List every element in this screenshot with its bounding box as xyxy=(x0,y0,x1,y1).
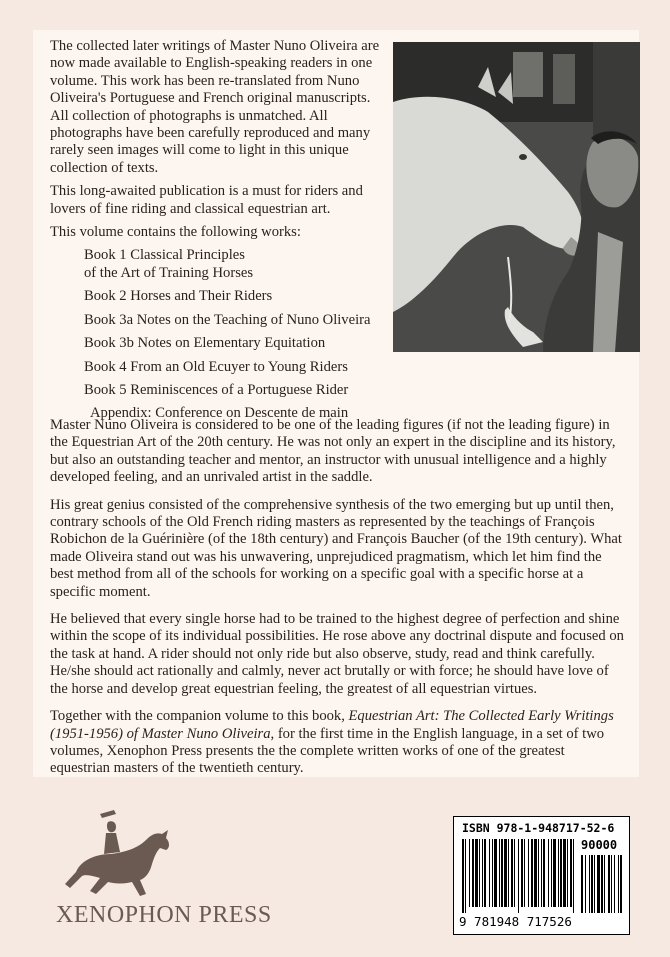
barcode-bar xyxy=(553,839,556,907)
barcode-bar xyxy=(511,839,513,907)
barcode-bar xyxy=(501,839,503,907)
barcode-bar xyxy=(521,839,523,907)
price-barcode-bar xyxy=(597,855,600,913)
barcode-bar xyxy=(482,839,483,907)
barcode-bar xyxy=(534,839,537,907)
price-barcode-bar xyxy=(591,855,593,913)
price-barcode-bar xyxy=(608,855,610,913)
barcode-bar xyxy=(573,839,574,913)
list-item: Book 2 Horses and Their Riders xyxy=(84,288,273,305)
barcode-bar xyxy=(531,839,533,907)
price-barcode-bar xyxy=(589,855,590,913)
barcode-bar xyxy=(469,839,470,907)
barcode-bar xyxy=(494,839,497,907)
intro-section xyxy=(50,38,385,429)
barcode-bar xyxy=(489,839,490,907)
intro-paragraph-1: The collected later writings of Master Nuno Oliveira are now made available to English-speaking readers in one volume. This work has been re-translated from Nuno Oliveira's Portuguese and French original manuscripts. All collection of photographs is unmatched. All photographs have been carefully reproduced and many rarely seen images will come to light in this unique collection of texts. xyxy=(50,38,380,176)
price-barcode-bar xyxy=(618,855,619,913)
intro-paragraph-2: This long-awaited publication is a must for riders and lovers of fine riding and classical equestrian art. xyxy=(50,183,363,217)
author-photo xyxy=(393,42,640,352)
barcode-bar xyxy=(567,839,568,907)
price-barcode-bar xyxy=(585,855,586,913)
list-item: Book 4 From an Old Ecuyer to Young Riders xyxy=(84,358,348,375)
publisher-logo xyxy=(56,802,276,932)
barcode-bar xyxy=(558,839,559,907)
body-paragraph-4-end: , for the first time in the English language, in a set of two volumes, Xenophon Press presents the the complete written works of one of the greatest equestrian masters of the twentieth century. xyxy=(50,725,605,777)
list-item: Book 3a Notes on the Teaching of Nuno Oliveira xyxy=(84,311,371,328)
barcode-bar xyxy=(475,839,478,907)
list-item: Book 3b Notes on Elementary Equitation xyxy=(84,335,326,352)
price-code: 90000 xyxy=(581,838,618,852)
isbn-barcode xyxy=(453,816,630,935)
barcode-bar xyxy=(484,839,486,907)
barcode-bar xyxy=(570,839,572,907)
barcode-bar xyxy=(499,839,500,907)
body-section xyxy=(50,417,625,788)
barcode-bars xyxy=(462,839,577,913)
list-item xyxy=(84,247,385,282)
body-paragraph-4 xyxy=(50,708,625,778)
price-barcode-bar xyxy=(611,855,612,913)
horse-rider-icon xyxy=(56,802,186,902)
body-paragraph-1: Master Nuno Oliveira is considered to be one of the leading figures (if not the leading figure) in the Equestrian Art of the 20th century. He was not only an expert in the discipline and its history, but also an outstanding teacher and mentor, an instructor with unusual intelligence and a highly developed feeling, and an unrivaled artist in the saddle. xyxy=(50,417,616,486)
barcode-bar xyxy=(551,839,552,907)
price-barcode-bar xyxy=(604,855,605,913)
works-list xyxy=(50,247,385,422)
barcode-bar xyxy=(504,839,507,907)
barcode-bar xyxy=(518,839,519,913)
barcode-bar xyxy=(514,839,515,907)
barcode-bar xyxy=(528,839,529,907)
isbn-digits: 9 781948 717526 xyxy=(459,914,572,929)
barcode-bar xyxy=(472,839,474,907)
work-title: Book 1 Classical Principles xyxy=(84,247,245,264)
price-barcode-bar xyxy=(620,855,622,913)
price-barcode-bar xyxy=(601,855,603,913)
barcode-bar xyxy=(479,839,480,907)
barcode-bar xyxy=(462,839,464,913)
barcode-bar xyxy=(508,839,509,907)
price-barcode-bar xyxy=(581,855,583,913)
barcode-bar xyxy=(465,839,466,913)
price-barcode-bars xyxy=(581,855,623,913)
barcode-bar xyxy=(560,839,562,907)
body-paragraph-3: He believed that every single horse had to be trained to the highest degree of perfection and shine within the scope of its individual possibilities. He rose above any doctrinal dispute and focused on the task at hand. A rider should not only ride but also observe, study, read and think carefully. He/she should act rationally and calmly, never act brutally or with force; he should have love of the horse and develop great equestrian feeling, the greatest of all equestrian virtues. xyxy=(50,611,624,697)
barcode-bar xyxy=(563,839,566,907)
price-barcode-bar xyxy=(594,855,595,913)
body-paragraph-4-start: Together with the companion volume to this book, xyxy=(50,708,349,725)
intro-paragraph-3: This volume contains the following works: xyxy=(50,224,301,241)
isbn-label: ISBN 978-1-948717-52-6 xyxy=(462,821,615,835)
publisher-name: XENOPHON PRESS xyxy=(56,902,272,928)
companion-book-title: Equestrian Art: The Collected Early Writings (1951-1956) of Master Nuno Oliveira xyxy=(50,708,614,742)
price-barcode-bar xyxy=(614,855,615,913)
list-item: Appendix: Conference on Descente de main xyxy=(90,405,349,422)
barcode-bar xyxy=(548,839,549,907)
barcode-bar xyxy=(541,839,542,907)
barcode-bar xyxy=(543,839,545,907)
list-item: Book 5 Reminiscences of a Portuguese Rider xyxy=(84,381,349,398)
body-paragraph-2: His great genius consisted of the comprehensive synthesis of the two emerging but up until then, contrary schools of the Old French riding masters as represented by the teachings of François Robichon de la Guérinière (of the 18th century) and François Baucher (of the 19th century). What made Oliveira stand out was his unwavering, unprejudiced pragmatism, which let him find the best method from all of the schools for working on a specific goal with a specific horse at a specific moment. xyxy=(50,496,622,600)
barcode-bar xyxy=(538,839,539,907)
barcode-bar xyxy=(492,839,493,907)
work-title-line2: of the Art of Training Horses xyxy=(84,264,254,281)
barcode-bar xyxy=(524,839,525,907)
